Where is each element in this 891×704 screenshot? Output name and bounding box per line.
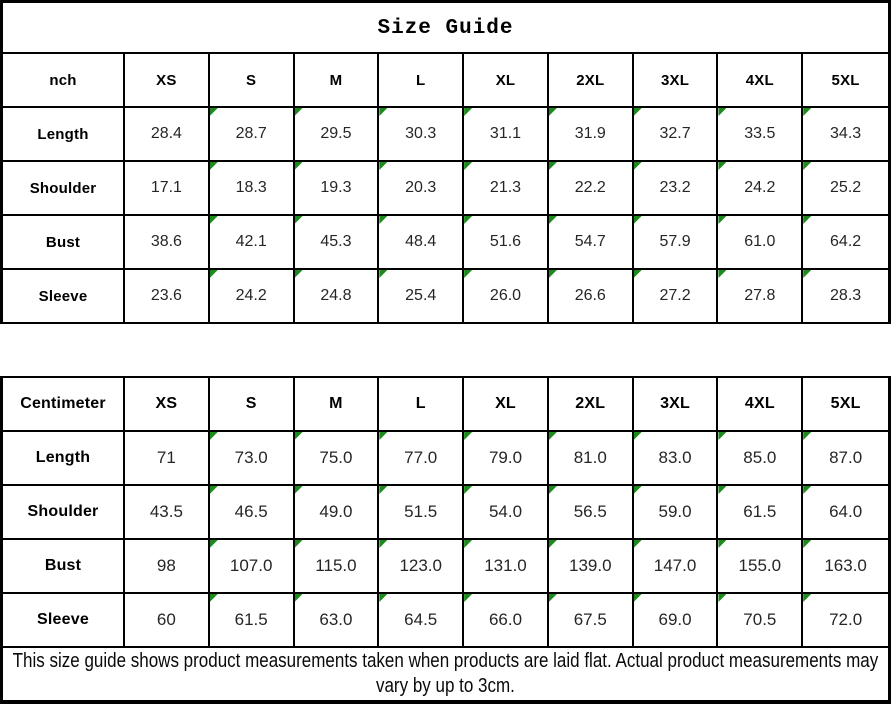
cell-sleeve-4xl (718, 270, 803, 322)
comment-marker-icon (803, 432, 811, 440)
comment-marker-icon (634, 108, 642, 116)
comment-marker-icon (379, 432, 387, 440)
column-header-5xl: 5XL (830, 395, 861, 412)
cell-shoulder-3xl (634, 486, 719, 538)
cell-sleeve-5xl (803, 594, 888, 646)
cell-bust-l (379, 216, 464, 268)
comment-marker-icon (549, 540, 557, 548)
row-label-shoulder: Shoulder (3, 162, 125, 214)
cell-value: 49.0 (319, 502, 353, 521)
cell-length-l (379, 432, 464, 484)
cell-value: 72.0 (829, 610, 863, 629)
header-row (3, 54, 888, 106)
row-label-length: Length (3, 432, 125, 484)
cell-shoulder-5xl (803, 486, 888, 538)
comment-marker-icon (295, 216, 303, 224)
comment-marker-icon (210, 108, 218, 116)
comment-marker-icon (464, 432, 472, 440)
cell-value: 22.2 (574, 179, 606, 196)
cell-bust-xs (125, 540, 210, 592)
cell-value: 73.0 (234, 448, 268, 467)
cell-value: 71 (156, 448, 176, 467)
column-header-3xl: 3XL (634, 54, 719, 106)
header-row (3, 378, 888, 430)
cell-value: 38.6 (150, 233, 182, 250)
cell-shoulder-xl (464, 162, 549, 214)
comment-marker-icon (549, 486, 557, 494)
cell-shoulder-xs (125, 486, 210, 538)
cell-value: 27.2 (659, 287, 691, 304)
cell-bust-xl (464, 216, 549, 268)
column-header-l: L (379, 54, 464, 106)
comment-marker-icon (464, 216, 472, 224)
cell-value: 61.0 (744, 233, 776, 250)
cell-value: 61.5 (234, 610, 268, 629)
cell-length-4xl (718, 432, 803, 484)
cell-sleeve-xs (125, 270, 210, 322)
table-row-bust (3, 538, 888, 592)
cell-sleeve-m (295, 594, 380, 646)
footer-note-text: This size guide shows product measurements taken when products are laid flat. Actual product measurements may vary by up to 3cm. (12, 650, 879, 697)
cell-length-5xl (803, 108, 888, 160)
comment-marker-icon (718, 162, 726, 170)
comment-marker-icon (379, 270, 387, 278)
cell-value: 69.0 (658, 610, 692, 629)
column-header-xs: XS (125, 54, 210, 106)
cell-value: 85.0 (743, 448, 777, 467)
cell-value: 46.5 (234, 502, 268, 521)
comment-marker-icon (464, 594, 472, 602)
comment-marker-icon (803, 108, 811, 116)
cell-value: 75.0 (319, 448, 353, 467)
cell-value: 57.9 (659, 233, 691, 250)
cell-value: 64.2 (830, 233, 862, 250)
comment-marker-icon (464, 486, 472, 494)
cell-value: 25.2 (830, 179, 862, 196)
comment-marker-icon (634, 432, 642, 440)
cell-value: 155.0 (738, 556, 782, 575)
cell-value: 87.0 (829, 448, 863, 467)
cell-shoulder-4xl (718, 162, 803, 214)
table-row-shoulder (3, 160, 888, 214)
comment-marker-icon (549, 594, 557, 602)
comment-marker-icon (718, 432, 726, 440)
cell-value: 28.3 (830, 287, 862, 304)
row-label-length: Length (3, 108, 125, 160)
cell-value: 23.2 (659, 179, 691, 196)
comment-marker-icon (634, 594, 642, 602)
page-title: Size Guide (377, 17, 514, 40)
cell-value: 34.3 (830, 125, 862, 142)
cell-length-5xl (803, 432, 888, 484)
cell-value: 26.0 (489, 287, 522, 304)
comment-marker-icon (634, 216, 642, 224)
cell-value: 48.4 (405, 233, 437, 250)
cell-length-m (295, 108, 380, 160)
cell-bust-l (379, 540, 464, 592)
table-row-length (3, 106, 888, 160)
comment-marker-icon (718, 270, 726, 278)
cell-value: 139.0 (568, 556, 612, 575)
cell-shoulder-2xl (549, 486, 634, 538)
cell-value: 77.0 (404, 448, 438, 467)
comment-marker-icon (464, 108, 472, 116)
cell-bust-3xl (634, 216, 719, 268)
cell-shoulder-5xl (803, 162, 888, 214)
comment-marker-icon (803, 162, 811, 170)
comment-marker-icon (718, 540, 726, 548)
cell-value: 61.5 (743, 502, 777, 521)
cell-value: 24.8 (320, 287, 352, 304)
cell-value: 32.7 (659, 125, 691, 142)
cell-value: 51.6 (489, 233, 522, 250)
cell-value: 70.5 (743, 610, 777, 629)
column-header-s: S (210, 378, 295, 430)
cell-shoulder-m (295, 486, 380, 538)
cell-length-3xl (634, 108, 719, 160)
comment-marker-icon (634, 486, 642, 494)
comment-marker-icon (464, 540, 472, 548)
unit-header-centimeters: Centimeter (3, 378, 125, 430)
cell-value: 83.0 (658, 448, 692, 467)
cell-bust-2xl (549, 216, 634, 268)
table-row-length (3, 430, 888, 484)
cell-bust-2xl (549, 540, 634, 592)
row-label-sleeve: Sleeve (3, 270, 125, 322)
cell-length-xs (125, 108, 210, 160)
cell-value: 31.1 (489, 125, 522, 142)
comment-marker-icon (549, 432, 557, 440)
comment-marker-icon (718, 216, 726, 224)
comment-marker-icon (210, 486, 218, 494)
cell-length-2xl (549, 108, 634, 160)
cell-shoulder-s (210, 486, 295, 538)
cell-value: 54.7 (574, 233, 606, 250)
comment-marker-icon (634, 270, 642, 278)
cell-sleeve-2xl (549, 594, 634, 646)
comment-marker-icon (379, 216, 387, 224)
row-label-bust: Bust (3, 216, 125, 268)
cell-bust-s (210, 540, 295, 592)
cell-sleeve-4xl (718, 594, 803, 646)
cell-value: 28.4 (150, 125, 182, 142)
cell-value: 28.7 (235, 125, 267, 142)
table-gap (0, 324, 891, 376)
cell-sleeve-xs (125, 594, 210, 646)
cell-value: 17.1 (150, 179, 182, 196)
comment-marker-icon (634, 162, 642, 170)
cell-value: 43.5 (149, 502, 183, 521)
cell-sleeve-s (210, 270, 295, 322)
cell-value: 79.0 (488, 448, 523, 467)
cell-sleeve-s (210, 594, 295, 646)
column-header-2xl: 2XL (549, 378, 634, 430)
cell-length-xl (464, 432, 549, 484)
comment-marker-icon (803, 486, 811, 494)
column-header-3xl: 3XL (634, 378, 719, 430)
cell-value: 30.3 (405, 125, 437, 142)
unit-header-inches: nch (3, 54, 125, 106)
cell-value: 64.0 (829, 502, 863, 521)
centimeter-size-table (0, 376, 891, 646)
cell-value: 29.5 (320, 125, 352, 142)
comment-marker-icon (718, 594, 726, 602)
cell-sleeve-3xl (634, 594, 719, 646)
column-header-l: L (379, 378, 464, 430)
cell-shoulder-l (379, 486, 464, 538)
cell-value: 20.3 (405, 179, 437, 196)
comment-marker-icon (803, 594, 811, 602)
cell-bust-xs (125, 216, 210, 268)
comment-marker-icon (379, 486, 387, 494)
cell-bust-5xl (803, 216, 888, 268)
comment-marker-icon (549, 270, 557, 278)
cell-value: 131.0 (484, 556, 527, 575)
cell-length-3xl (634, 432, 719, 484)
cell-value: 63.0 (319, 610, 353, 629)
cell-shoulder-4xl (718, 486, 803, 538)
comment-marker-icon (718, 486, 726, 494)
cell-bust-s (210, 216, 295, 268)
footer-note (0, 646, 891, 704)
comment-marker-icon (379, 108, 387, 116)
cell-value: 42.1 (235, 233, 267, 250)
comment-marker-icon (210, 270, 218, 278)
comment-marker-icon (634, 540, 642, 548)
cell-sleeve-xl (464, 270, 549, 322)
cell-value: 27.8 (744, 287, 776, 304)
comment-marker-icon (803, 540, 811, 548)
row-label-sleeve: Sleeve (3, 594, 125, 646)
cell-value: 51.5 (404, 502, 438, 521)
column-header-xl: XL (464, 54, 549, 106)
cell-bust-4xl (718, 540, 803, 592)
cell-value: 98 (156, 556, 176, 575)
comment-marker-icon (718, 108, 726, 116)
cell-length-l (379, 108, 464, 160)
cell-value: 25.4 (405, 287, 437, 304)
cell-shoulder-xl (464, 486, 549, 538)
column-header-m: M (295, 378, 380, 430)
cell-shoulder-s (210, 162, 295, 214)
cell-value: 26.6 (574, 287, 606, 304)
cell-value: 45.3 (320, 233, 352, 250)
comment-marker-icon (803, 270, 811, 278)
cell-shoulder-xs (125, 162, 210, 214)
column-header-xs: XS (125, 378, 210, 430)
cell-sleeve-2xl (549, 270, 634, 322)
comment-marker-icon (295, 540, 303, 548)
cell-bust-3xl (634, 540, 719, 592)
cell-value: 21.3 (489, 179, 522, 196)
column-header-4xl: 4XL (718, 378, 803, 430)
cell-sleeve-5xl (803, 270, 888, 322)
cell-value: 24.2 (744, 179, 776, 196)
cell-value: 163.0 (824, 556, 867, 575)
cell-bust-5xl (803, 540, 888, 592)
comment-marker-icon (295, 486, 303, 494)
comment-marker-icon (295, 108, 303, 116)
cell-sleeve-3xl (634, 270, 719, 322)
inch-size-table (0, 54, 891, 324)
cell-value: 59.0 (658, 502, 692, 521)
comment-marker-icon (210, 162, 218, 170)
cell-value: 81.0 (573, 448, 607, 467)
comment-marker-icon (379, 162, 387, 170)
cell-value: 123.0 (399, 556, 442, 575)
comment-marker-icon (295, 162, 303, 170)
column-header-2xl: 2XL (549, 54, 634, 106)
cell-bust-xl (464, 540, 549, 592)
cell-length-m (295, 432, 380, 484)
column-header-m: M (295, 54, 380, 106)
comment-marker-icon (549, 162, 557, 170)
table-row-sleeve (3, 268, 888, 322)
comment-marker-icon (379, 594, 387, 602)
column-header-5xl: 5XL (831, 71, 860, 89)
comment-marker-icon (210, 216, 218, 224)
cell-bust-4xl (718, 216, 803, 268)
cell-length-s (210, 432, 295, 484)
comment-marker-icon (549, 216, 557, 224)
cell-value: 67.5 (573, 610, 607, 629)
cell-value: 147.0 (653, 556, 697, 575)
comment-marker-icon (210, 540, 218, 548)
cell-shoulder-2xl (549, 162, 634, 214)
comment-marker-icon (549, 108, 557, 116)
cell-value: 18.3 (235, 179, 267, 196)
cell-value: 19.3 (320, 179, 352, 196)
table-row-bust (3, 214, 888, 268)
cell-value: 33.5 (744, 125, 776, 142)
cell-value: 64.5 (404, 610, 438, 629)
cell-value: 54.0 (488, 502, 523, 521)
cell-sleeve-l (379, 270, 464, 322)
cell-bust-m (295, 216, 380, 268)
cell-shoulder-l (379, 162, 464, 214)
cell-value: 23.6 (150, 287, 182, 304)
cell-length-xl (464, 108, 549, 160)
title-band (0, 0, 891, 54)
comment-marker-icon (210, 432, 218, 440)
comment-marker-icon (464, 270, 472, 278)
cell-value: 115.0 (315, 556, 357, 575)
cell-sleeve-l (379, 594, 464, 646)
cell-value: 31.9 (574, 125, 606, 142)
column-header-xl: XL (464, 378, 549, 430)
row-label-bust: Bust (3, 540, 125, 592)
cell-sleeve-m (295, 270, 380, 322)
comment-marker-icon (803, 216, 811, 224)
comment-marker-icon (295, 594, 303, 602)
cell-length-2xl (549, 432, 634, 484)
cell-value: 56.5 (573, 502, 607, 521)
table-row-shoulder (3, 484, 888, 538)
cell-length-4xl (718, 108, 803, 160)
column-header-s: S (210, 54, 295, 106)
comment-marker-icon (295, 432, 303, 440)
row-label-shoulder: Shoulder (3, 486, 125, 538)
comment-marker-icon (379, 540, 387, 548)
comment-marker-icon (210, 594, 218, 602)
comment-marker-icon (464, 162, 472, 170)
cell-value: 107.0 (229, 556, 273, 575)
comment-marker-icon (295, 270, 303, 278)
table-row-sleeve (3, 592, 888, 646)
cell-value: 66.0 (488, 610, 523, 629)
cell-length-s (210, 108, 295, 160)
column-header-4xl: 4XL (718, 54, 803, 106)
cell-length-xs (125, 432, 210, 484)
cell-shoulder-3xl (634, 162, 719, 214)
cell-sleeve-xl (464, 594, 549, 646)
cell-value: 24.2 (235, 287, 267, 304)
cell-value: 60 (156, 610, 176, 629)
cell-shoulder-m (295, 162, 380, 214)
cell-bust-m (295, 540, 380, 592)
